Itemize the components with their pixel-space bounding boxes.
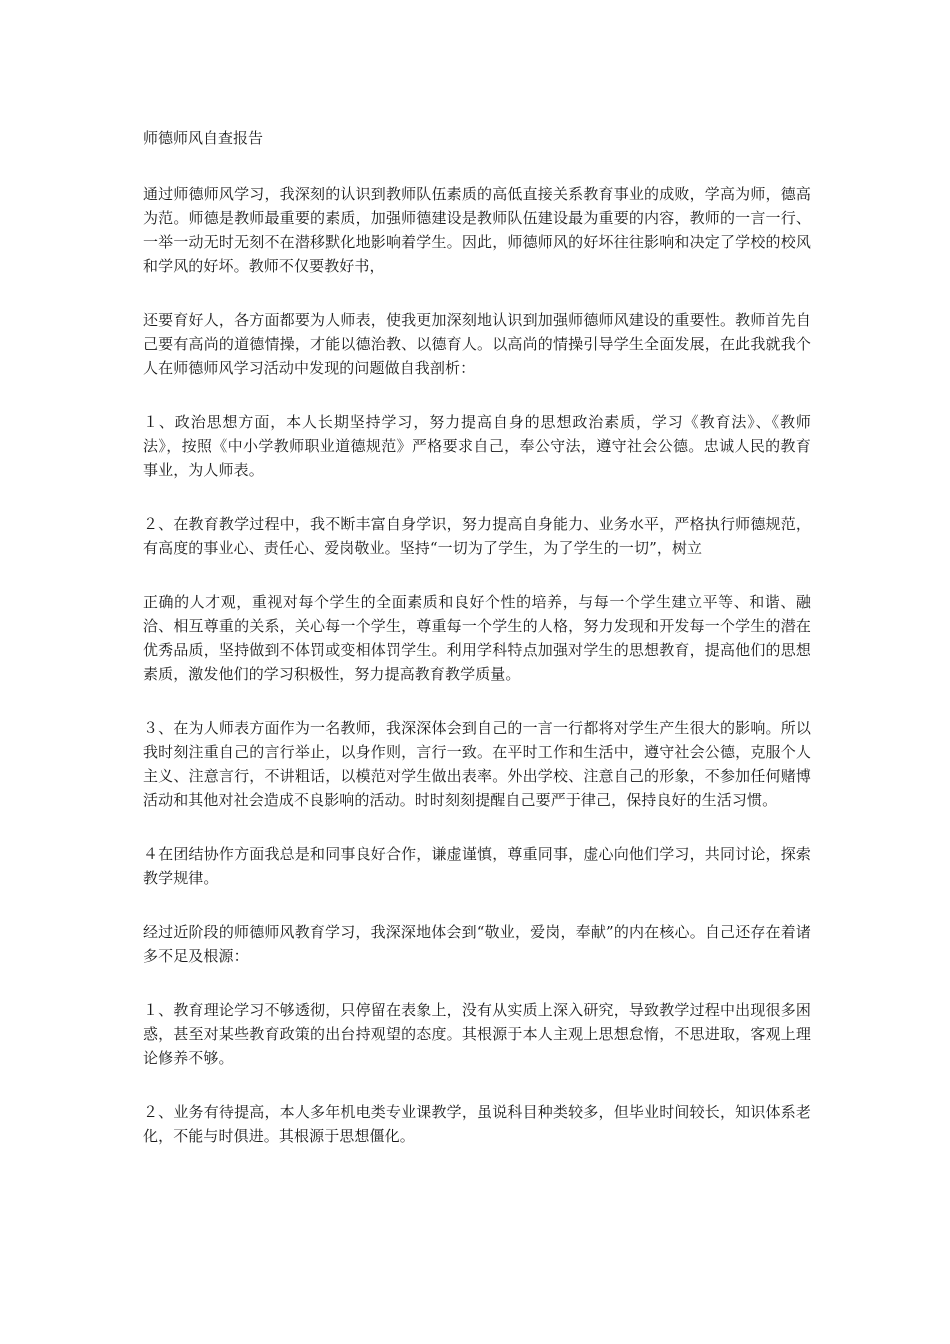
paragraph-shortcoming-1: １、教育理论学习不够透彻，只停留在表象上，没有从实质上深入研究，导致教学过程中出现很多困惑，甚至对某些教育政策的出台持观望的态度。其根源于本人主观上思想怠惰，不思进取，客观上理论修养不够。 <box>143 1001 811 1067</box>
paragraph-intro: 通过师德师风学习，我深刻的认识到教师队伍素质的高低直接关系教育事业的成败，学高为师，德高为范。师德是教师最重要的素质，加强师德建设是教师队伍建设最为重要的内容，教师的一言一行、一举一动无时无刻不在潜移默化地影响着学生。因此，师德师风的好坏往往影响和决定了学校的校风和学风的好坏。教师不仅要教好书， <box>143 185 811 275</box>
document-title: 师德师风自查报告 <box>143 129 264 147</box>
paragraph-point-2-teaching: ２、在教育教学过程中，我不断丰富自身学识，努力提高自身能力、业务水平，严格执行师德规范，有高度的事业心、责任心、爱岗敬业。坚持“一切为了学生，为了学生的一切”，树立 <box>143 515 811 557</box>
paragraph-shortcomings-intro: 经过近阶段的师德师风教育学习，我深深地体会到“敬业，爱岗，奉献”的内在核心。自己还存在着诸多不足及根源： <box>143 923 811 965</box>
paragraph-point-2-continued: 正确的人才观，重视对每个学生的全面素质和良好个性的培养，与每一个学生建立平等、和谐、融洽、相互尊重的关系，关心每一个学生，尊重每一个学生的人格，努力发现和开发每一个学生的潜在优秀品质，坚持做到不体罚或变相体罚学生。利用学科特点加强对学生的思想教育，提高他们的思想素质，激发他们的学习积极性，努力提高教育教学质量。 <box>143 593 811 683</box>
paragraph-continuation: 还要育好人，各方面都要为人师表，使我更加深刻地认识到加强师德师风建设的重要性。教师首先自己要有高尚的道德情操，才能以德治教、以德育人。以高尚的情操引导学生全面发展，在此我就我个人在师德师风学习活动中发现的问题做自我剖析： <box>143 311 811 377</box>
paragraph-point-3-role-model: ３、在为人师表方面作为一名教师，我深深体会到自己的一言一行都将对学生产生很大的影响。所以我时刻注重自己的言行举止，以身作则，言行一致。在平时工作和生活中，遵守社会公德，克服个人主义、注意言行，不讲粗话，以模范对学生做出表率。外出学校、注意自己的形象，不参加任何赌博活动和其他对社会造成不良影响的活动。时时刻刻提醒自己要严于律己，保持良好的生活习惯。 <box>143 719 811 809</box>
paragraph-shortcoming-2: ２、业务有待提高，本人多年机电类专业课教学，虽说科目种类较多，但毕业时间较长，知识体系老化，不能与时俱进。其根源于思想僵化。 <box>143 1103 811 1145</box>
paragraph-point-4-teamwork: ４在团结协作方面我总是和同事良好合作，谦虚谨慎，尊重同事，虚心向他们学习，共同讨论，探索教学规律。 <box>143 845 811 887</box>
paragraph-point-1-political: １、政治思想方面，本人长期坚持学习，努力提高自身的思想政治素质，学习《教育法》、《教师法》，按照《中小学教师职业道德规范》严格要求自己，奉公守法，遵守社会公德。忠诚人民的教育事业，为人师表。 <box>143 413 811 479</box>
document-page <box>143 126 811 1178</box>
